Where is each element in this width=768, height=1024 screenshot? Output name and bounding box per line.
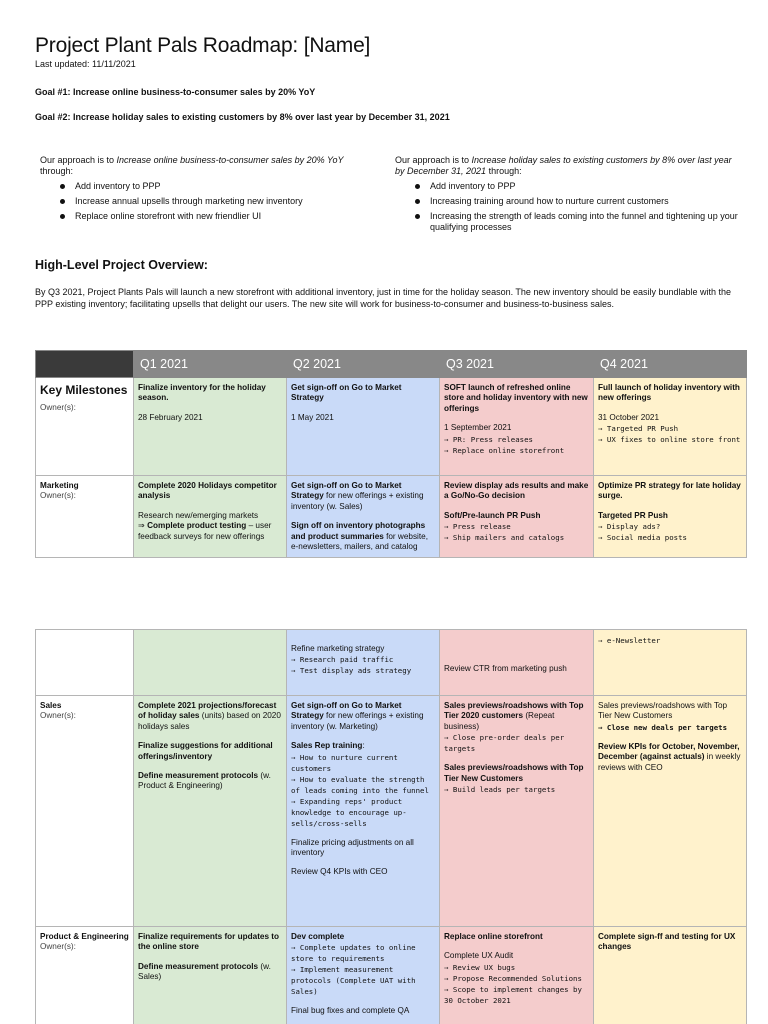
row-label: Key Milestones bbox=[40, 383, 128, 397]
list-item: Add inventory to PPP bbox=[40, 181, 370, 192]
table-cell: Refine marketing strategy ⇒ Research paid traffic ⇒ Test display ads strategy bbox=[287, 630, 440, 696]
table-corner bbox=[36, 351, 134, 378]
table-cell: Finalize requirements for updates to the online store Define measurement protocols (w. Sales) bbox=[134, 927, 287, 1024]
table-row bbox=[36, 927, 747, 1024]
list-item: Increasing training around how to nurture current customers bbox=[395, 196, 740, 207]
overview-text: By Q3 2021, Project Plants Pals will launch a new storefront with additional inventory, just in time for the holiday season. The new inventory should be easily bundlable with the PPP existing inventory; facilitating upsells that delight our users. The new site will work for business-to-consumer and business-to-business sales. bbox=[35, 287, 732, 309]
goal-1: Goal #1: Increase online business-to-consumer sales by 20% YoY bbox=[35, 87, 316, 97]
table-row bbox=[36, 696, 747, 927]
approach-right-intro: Our approach is to Increase holiday sales to existing customers by 8% over last year by December 31, 2021 through: bbox=[395, 155, 732, 176]
roadmap-table-1 bbox=[35, 350, 747, 558]
row-header-marketing bbox=[36, 476, 134, 558]
table-cell: Replace online storefront Complete UX Audit ⇒ Review UX bugs ⇒ Propose Recommended Solutions ⇒ Scope to implement changes by 30 October 2021 bbox=[440, 927, 594, 1024]
goal-2: Goal #2: Increase holiday sales to existing customers by 8% over last year by December 31, 2021 bbox=[35, 112, 450, 122]
row-header-milestones bbox=[36, 378, 134, 476]
list-item: Add inventory to PPP bbox=[395, 181, 740, 192]
table-cell: Review CTR from marketing push bbox=[440, 630, 594, 696]
table-cell: Finalize inventory for the holiday season. 28 February 2021 bbox=[134, 378, 287, 476]
table-cell: SOFT launch of refreshed online store and holiday inventory with new offerings 1 September 2021 ⇒ PR: Press releases ⇒ Replace online storefront bbox=[440, 378, 594, 476]
approach-left-intro: Our approach is to Increase online business-to-consumer sales by 20% YoY through: bbox=[40, 155, 344, 176]
table-cell: Complete 2020 Holidays competitor analysis Research new/emerging markets ⇒ Complete product testing – user feedback surveys for new offerings bbox=[134, 476, 287, 558]
table-cell: Get sign-off on Go to Market Strategy 1 May 2021 bbox=[287, 378, 440, 476]
table-cell: Optimize PR strategy for late holiday surge. Targeted PR Push ⇒ Display ads? ⇒ Social media posts bbox=[594, 476, 747, 558]
document-title: Project Plant Pals Roadmap: [Name] bbox=[35, 34, 371, 57]
table-cell: Get sign-off on Go to Market Strategy for new offerings + existing inventory (w. Sales) Sign off on inventory photographs and product summaries for website, e-newsletters, mailers, and catalog bbox=[287, 476, 440, 558]
list-item: Increasing the strength of leads coming into the funnel and tightening up your qualifying processes bbox=[395, 211, 740, 233]
table-row bbox=[36, 378, 747, 476]
table-cell: Complete 2021 projections/forecast of holiday sales (units) based on 2020 holidays sales Finalize suggestions for additional offerings/inventory Define measurement protocols (w. Product & Engineering) bbox=[134, 696, 287, 927]
table-header-row bbox=[36, 351, 747, 378]
row-header-product bbox=[36, 927, 134, 1024]
table-cell: ⇒ e-Newsletter bbox=[594, 630, 747, 696]
approach-left bbox=[40, 155, 370, 226]
table-cell: Full launch of holiday inventory with new offerings 31 October 2021 ⇒ Targeted PR Push ⇒ UX fixes to online store front bbox=[594, 378, 747, 476]
table-cell: Complete sign-ff and testing for UX changes bbox=[594, 927, 747, 1024]
table-row bbox=[36, 630, 747, 696]
table-cell bbox=[134, 630, 287, 696]
list-item: Replace online storefront with new friendlier UI bbox=[40, 211, 370, 222]
quarter-header: Q3 2021 bbox=[440, 351, 594, 378]
table-row bbox=[36, 476, 747, 558]
quarter-header: Q4 2021 bbox=[594, 351, 747, 378]
row-label: Sales bbox=[40, 701, 62, 710]
owner-label: Owner(s): bbox=[40, 942, 76, 952]
quarter-header: Q1 2021 bbox=[134, 351, 287, 378]
approach-right bbox=[395, 155, 740, 237]
owner-label: Owner(s): bbox=[40, 403, 76, 412]
owner-label: Owner(s): bbox=[40, 491, 76, 501]
quarter-header: Q2 2021 bbox=[287, 351, 440, 378]
overview-heading: High-Level Project Overview: bbox=[35, 258, 208, 272]
row-label: Marketing bbox=[40, 481, 79, 490]
approach-left-list bbox=[40, 181, 370, 222]
row-header-sales bbox=[36, 696, 134, 927]
table-cell: Review display ads results and make a Go/No-Go decision Soft/Pre-launch PR Push ⇒ Press release ⇒ Ship mailers and catalogs bbox=[440, 476, 594, 558]
roadmap-table-2 bbox=[35, 629, 747, 1024]
last-updated: Last updated: 11/11/2021 bbox=[35, 59, 136, 69]
table-cell: Dev complete ⇒ Complete updates to online store to requirements ⇒ Implement measurement protocols (Complete UAT with Sales) Final bug fixes and complete QA bbox=[287, 927, 440, 1024]
table-cell: Sales previews/roadshows with Top Tier New Customers ⇒ Close new deals per targets Review KPIs for October, November, December (against actuals) in weekly reviews with CEO bbox=[594, 696, 747, 927]
table-cell: Get sign-off on Go to Market Strategy for new offerings + existing inventory (w. Marketing) Sales Rep training: ⇒ How to nurture current customers ⇒ How to evaluate the strength of leads coming into the funnel ⇒ Expanding reps' product knowledge to encourage up-sells/cross-sells Finalize pricing adjustments on all inventory Review Q4 KPIs with CEO bbox=[287, 696, 440, 927]
list-item: Increase annual upsells through marketing new inventory bbox=[40, 196, 370, 207]
table-cell: Sales previews/roadshows with Top Tier 2020 customers (Repeat business) ⇒ Close pre-order deals per targets Sales previews/roadshows with Top Tier New Customers ⇒ Build leads per targets bbox=[440, 696, 594, 927]
row-header-empty bbox=[36, 630, 134, 696]
owner-label: Owner(s): bbox=[40, 711, 76, 721]
row-label: Product & Engineering bbox=[40, 932, 129, 941]
approach-right-list bbox=[395, 181, 740, 233]
